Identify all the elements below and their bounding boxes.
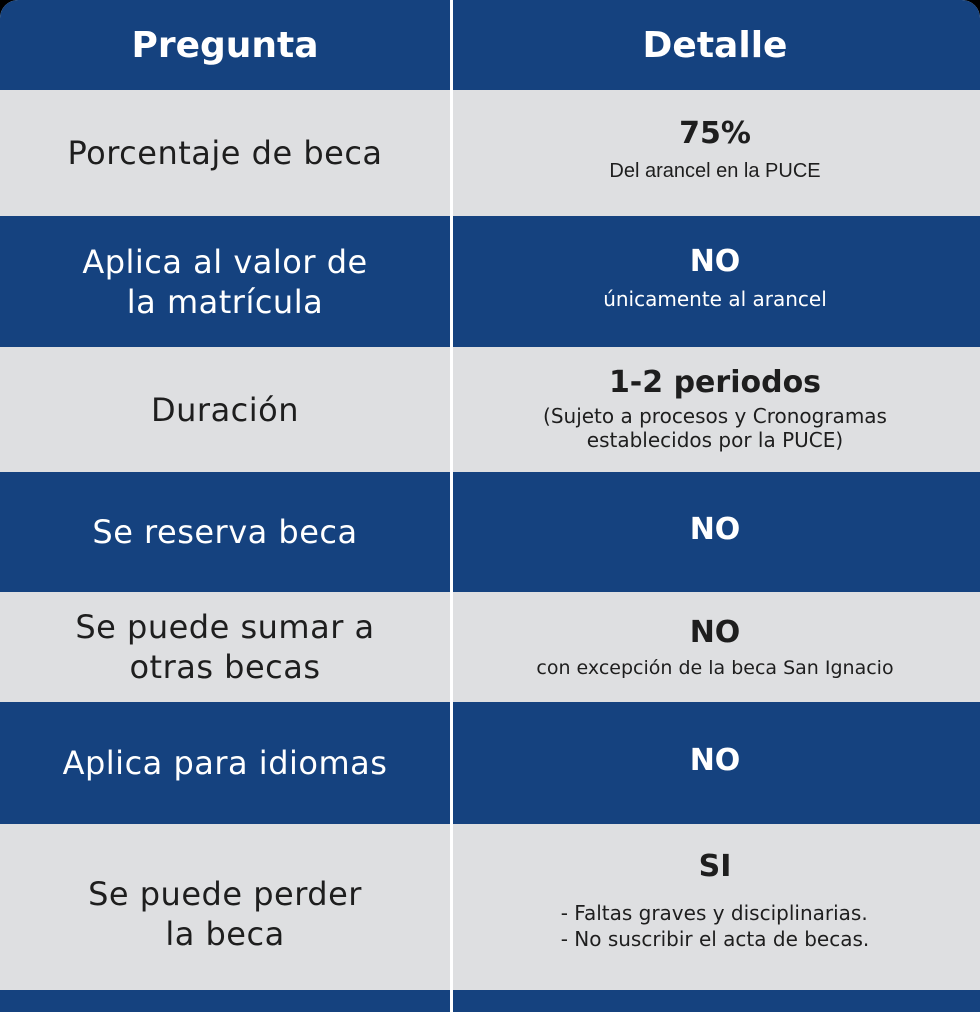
question-cell [0, 592, 450, 702]
detail-cell [450, 90, 980, 216]
answer-value: 75% [679, 116, 751, 151]
question-text: la beca [165, 915, 285, 953]
answer-detail: - No suscribir el acta de becas. [560, 927, 870, 951]
answer-value: NO [689, 512, 741, 547]
question-text: Porcentaje de beca [67, 134, 383, 172]
table-row [0, 824, 980, 990]
table-row [0, 592, 980, 702]
column-separator [450, 0, 453, 1012]
answer-detail: Del arancel en la PUCE [609, 160, 821, 182]
table-row [0, 216, 980, 347]
detail-cell [450, 216, 980, 347]
answer-detail: - Faltas graves y disciplinarias. [560, 901, 868, 925]
question-cell [0, 347, 450, 472]
question-cell [0, 216, 450, 347]
question-text: Se puede sumar a [75, 608, 375, 646]
answer-value: NO [689, 243, 741, 279]
question-text: Aplica para idiomas [62, 744, 388, 782]
answer-value: NO [689, 615, 741, 650]
detail-cell [450, 702, 980, 824]
table-row [0, 347, 980, 472]
answer-value: 1-2 periodos [608, 364, 822, 400]
header-pregunta: Pregunta [131, 24, 319, 66]
question-text: Se reserva beca [92, 513, 358, 551]
question-text: la matrícula [126, 282, 324, 321]
table-header [0, 0, 980, 90]
answer-value: NO [689, 743, 741, 778]
question-text: Aplica al valor de [82, 242, 368, 281]
question-cell [0, 824, 450, 990]
detail-cell [450, 824, 980, 990]
table-row [0, 702, 980, 824]
detail-cell [450, 592, 980, 702]
table-row [0, 472, 980, 592]
question-cell [0, 702, 450, 824]
answer-detail: únicamente al arancel [603, 286, 827, 311]
table-row [0, 90, 980, 216]
detail-cell [450, 347, 980, 472]
answer-detail: establecidos por la PUCE) [586, 427, 844, 452]
answer-detail: (Sujeto a procesos y Cronogramas [543, 403, 887, 428]
table-footer-strip [0, 990, 980, 1012]
answer-detail: con excepción de la beca San Ignacio [536, 657, 894, 679]
answer-value: SI [698, 849, 732, 884]
question-cell [0, 90, 450, 216]
question-text: Duración [150, 390, 300, 429]
answer-detail-list [561, 900, 870, 952]
question-text: Se puede perder [88, 875, 362, 913]
detail-cell [450, 472, 980, 592]
header-detalle: Detalle [642, 24, 788, 66]
question-text: otras becas [129, 648, 321, 686]
question-cell [0, 472, 450, 592]
